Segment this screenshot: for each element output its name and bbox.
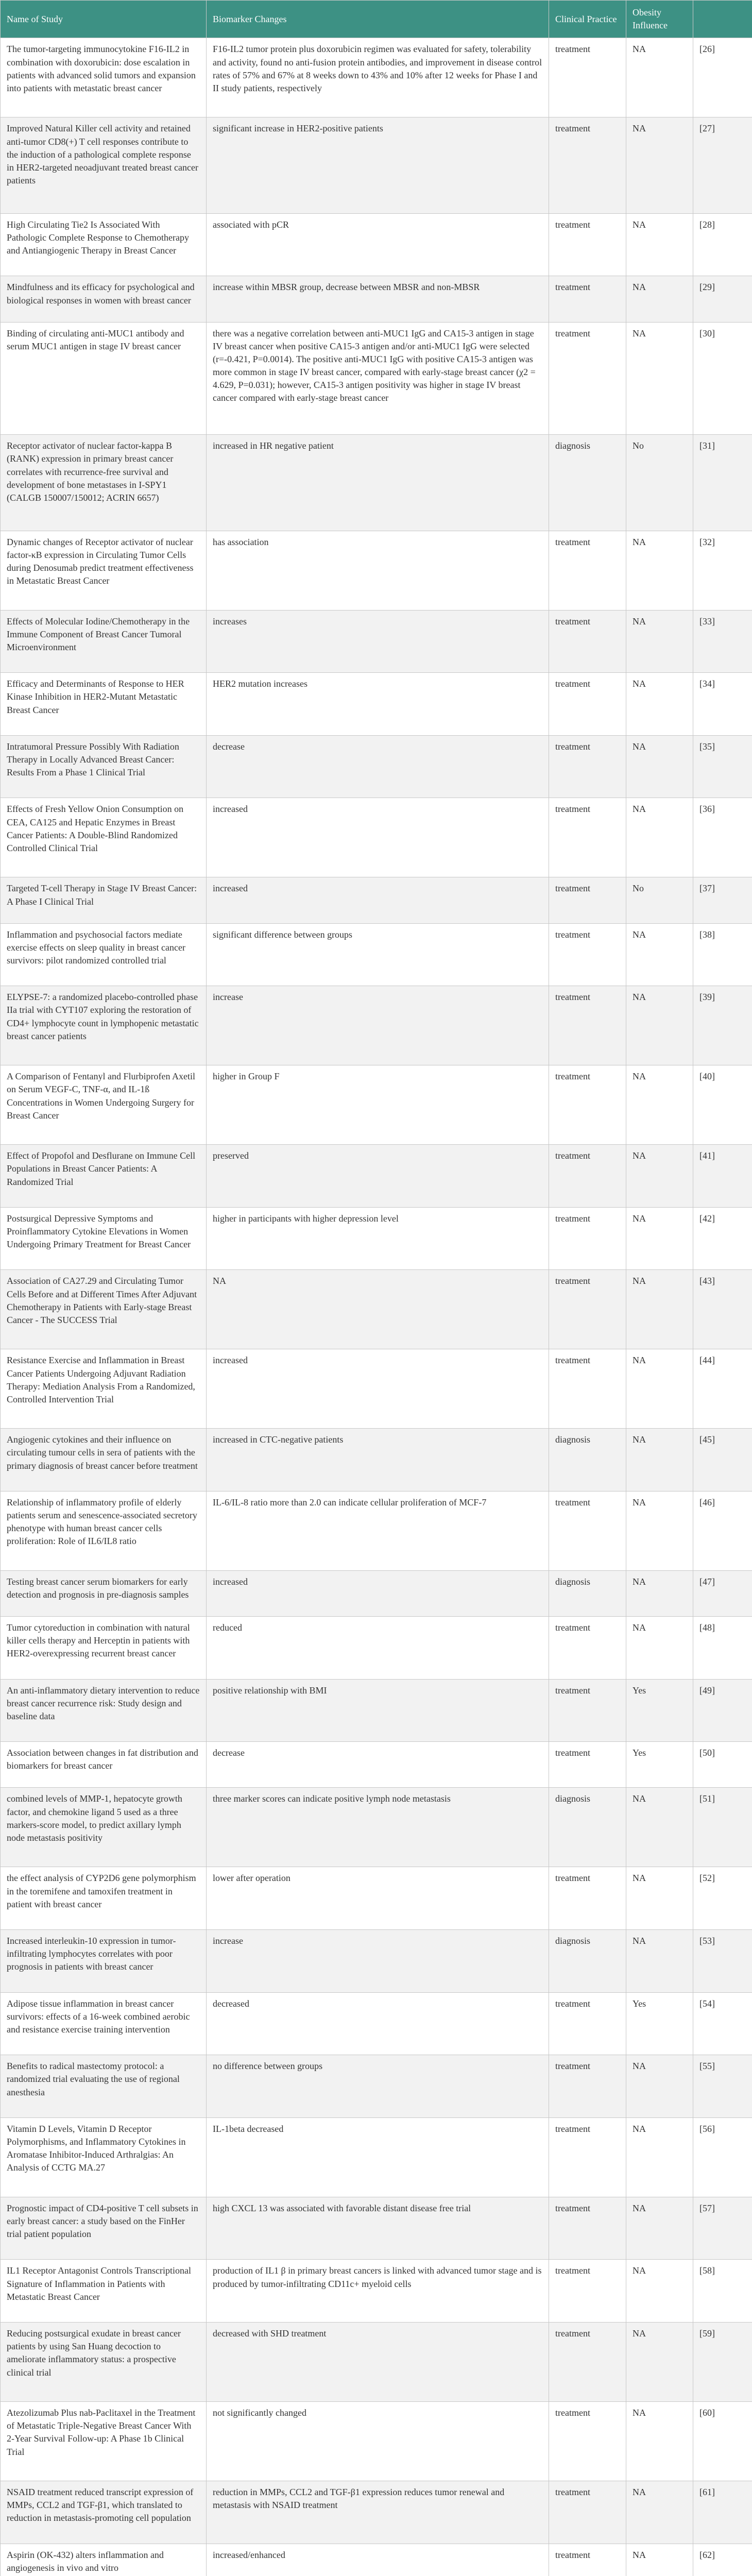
reference-link[interactable]: [60] — [699, 2407, 715, 2418]
reference-link[interactable]: [56] — [699, 2123, 715, 2134]
study-name-cell: Effect of Propofol and Desflurane on Immune Cell Populations in Breast Cancer Patients: A Randomized Trial — [1, 1145, 207, 1208]
reference-cell — [693, 2481, 752, 2544]
biomarker-changes-cell: high CXCL 13 was associated with favorable distant disease free trial — [207, 2197, 549, 2260]
biomarker-changes-cell: decreased — [207, 1992, 549, 2055]
biomarker-changes-cell: increase — [207, 986, 549, 1065]
biomarker-changes-cell: increased in CTC-negative patients — [207, 1429, 549, 1492]
reference-cell — [693, 2197, 752, 2260]
biomarker-changes-cell: increase within MBSR group, decrease between MBSR and non-MBSR — [207, 276, 549, 322]
table-row — [1, 2401, 752, 2481]
study-name-cell: Receptor activator of nuclear factor-kappa B (RANK) expression in primary breast cancer correlates with recurrence-free survival and development of bone metastases in I-SPY1 (CALGB 150007/150012; ACRIN 6657) — [1, 435, 207, 531]
reference-link[interactable]: [38] — [699, 929, 715, 940]
reference-cell — [693, 798, 752, 877]
reference-cell — [693, 1867, 752, 1930]
study-name-cell: The tumor-targeting immunocytokine F16-IL2 in combination with doxorubicin: dose escalation in patients with advanced solid tumors and expansion into patients with metastatic breast cancer — [1, 38, 207, 117]
table-row — [1, 2117, 752, 2197]
reference-link[interactable]: [55] — [699, 2061, 715, 2072]
table-row — [1, 117, 752, 213]
obesity-influence-cell: NA — [626, 1491, 693, 1570]
reference-cell — [693, 735, 752, 798]
table-row — [1, 435, 752, 531]
reference-link[interactable]: [43] — [699, 1276, 715, 1286]
clinical-practice-cell: treatment — [549, 1742, 626, 1788]
obesity-influence-cell: Yes — [626, 1992, 693, 2055]
obesity-influence-cell: NA — [626, 1570, 693, 1616]
obesity-influence-cell: NA — [626, 1349, 693, 1429]
biomarker-changes-cell: increased — [207, 798, 549, 877]
reference-link[interactable]: [53] — [699, 1936, 715, 1946]
clinical-practice-cell: treatment — [549, 1679, 626, 1742]
table-row — [1, 2260, 752, 2323]
study-name-cell: High Circulating Tie2 Is Associated With Pathologic Complete Response to Chemotherapy and Antiangiogenic Therapy in Breast Cancer — [1, 213, 207, 276]
table-row — [1, 1992, 752, 2055]
study-name-cell: Reducing postsurgical exudate in breast cancer patients by using San Huang decoction to ameliorate inflammatory status: a prospective clinical trial — [1, 2323, 207, 2402]
table-row — [1, 531, 752, 610]
biomarker-changes-cell: increased/enhanced — [207, 2544, 549, 2576]
table-row — [1, 322, 752, 435]
table-row — [1, 1788, 752, 1867]
table-header — [1, 1, 752, 38]
table-row — [1, 1867, 752, 1930]
table-row — [1, 1065, 752, 1145]
reference-link[interactable]: [36] — [699, 804, 715, 815]
reference-cell — [693, 213, 752, 276]
table-row — [1, 673, 752, 736]
reference-link[interactable]: [51] — [699, 1793, 715, 1804]
biomarker-changes-cell: increases — [207, 610, 549, 673]
obesity-influence-cell: NA — [626, 2260, 693, 2323]
reference-cell — [693, 1065, 752, 1145]
clinical-practice-cell: treatment — [549, 276, 626, 322]
reference-cell — [693, 673, 752, 736]
table-body — [1, 38, 752, 2576]
table-row — [1, 877, 752, 923]
obesity-influence-cell: No — [626, 435, 693, 531]
reference-cell — [693, 38, 752, 117]
biomarker-changes-cell: increased — [207, 1349, 549, 1429]
clinical-practice-cell: treatment — [549, 2117, 626, 2197]
study-name-cell: combined levels of MMP-1, hepatocyte growth factor, and chemokine ligand 5 used as a three markers-score model, to predict axillary lymph node metastasis positivity — [1, 1788, 207, 1867]
reference-link[interactable]: [52] — [699, 1873, 715, 1884]
study-name-cell: Postsurgical Depressive Symptoms and Proinflammatory Cytokine Elevations in Women Undergoing Primary Treatment for Breast Cancer — [1, 1207, 207, 1270]
reference-cell — [693, 2260, 752, 2323]
reference-link[interactable]: [29] — [699, 282, 715, 293]
biomarker-changes-cell: three marker scores can indicate positive lymph node metastasis — [207, 1788, 549, 1867]
reference-link[interactable]: [54] — [699, 1998, 715, 2009]
reference-cell — [693, 276, 752, 322]
clinical-practice-cell: treatment — [549, 2323, 626, 2402]
study-name-cell: Improved Natural Killer cell activity and retained anti-tumor CD8(+) T cell responses contribute to the induction of a pathological complete response in HER2-targeted neoadjuvant treated breast cancer patients — [1, 117, 207, 213]
reference-cell — [693, 2117, 752, 2197]
reference-cell — [693, 1617, 752, 1680]
reference-cell — [693, 1679, 752, 1742]
clinical-practice-cell: treatment — [549, 213, 626, 276]
study-name-cell: Efficacy and Determinants of Response to HER Kinase Inhibition in HER2-Mutant Metastatic Breast Cancer — [1, 673, 207, 736]
header-biomarker-changes: Biomarker Changes — [207, 1, 549, 38]
clinical-practice-cell: treatment — [549, 1992, 626, 2055]
header-row — [1, 1, 752, 38]
study-name-cell: IL1 Receptor Antagonist Controls Transcriptional Signature of Inflammation in Patients with Metastatic Breast Cancer — [1, 2260, 207, 2323]
biomarker-changes-cell: preserved — [207, 1145, 549, 1208]
study-name-cell: Association between changes in fat distribution and biomarkers for breast cancer — [1, 1742, 207, 1788]
clinical-practice-cell: treatment — [549, 1491, 626, 1570]
biomarker-changes-cell: associated with pCR — [207, 213, 549, 276]
obesity-influence-cell: NA — [626, 1145, 693, 1208]
reference-link[interactable]: [61] — [699, 2486, 715, 2497]
table-row — [1, 2055, 752, 2118]
obesity-influence-cell: NA — [626, 735, 693, 798]
biomarker-changes-cell: significant increase in HER2-positive patients — [207, 117, 549, 213]
clinical-practice-cell: treatment — [549, 1617, 626, 1680]
reference-cell — [693, 1992, 752, 2055]
biomarker-changes-cell: higher in Group F — [207, 1065, 549, 1145]
reference-link[interactable]: [42] — [699, 1213, 715, 1224]
biomarker-changes-cell: increase — [207, 1930, 549, 1993]
clinical-practice-cell: treatment — [549, 2197, 626, 2260]
obesity-influence-cell: NA — [626, 923, 693, 986]
biomarker-changes-cell: IL-6/IL-8 ratio more than 2.0 can indicate cellular proliferation of MCF-7 — [207, 1491, 549, 1570]
biomarker-changes-cell: no difference between groups — [207, 2055, 549, 2118]
clinical-practice-cell: treatment — [549, 2544, 626, 2576]
reference-link[interactable]: [46] — [699, 1497, 715, 1507]
reference-link[interactable]: [41] — [699, 1150, 715, 1161]
reference-cell — [693, 2401, 752, 2481]
clinical-practice-cell: treatment — [549, 2260, 626, 2323]
clinical-practice-cell: diagnosis — [549, 1788, 626, 1867]
clinical-practice-cell: diagnosis — [549, 435, 626, 531]
reference-cell — [693, 435, 752, 531]
study-name-cell: NSAID treatment reduced transcript expression of MMPs, CCL2 and TGF-β1, which translated to reduction in metastasis-promoting cell population — [1, 2481, 207, 2544]
study-name-cell: Aspirin (OK-432) alters inflammation and angiogenesis in vivo and vitro — [1, 2544, 207, 2576]
study-name-cell: An anti-inflammatory dietary intervention to reduce breast cancer recurrence risk: Study design and baseline data — [1, 1679, 207, 1742]
biomarker-changes-cell: increased in HR negative patient — [207, 435, 549, 531]
table-row — [1, 798, 752, 877]
obesity-influence-cell: NA — [626, 2197, 693, 2260]
biomarker-changes-cell: increased — [207, 1570, 549, 1616]
reference-link[interactable]: [62] — [699, 2549, 715, 2560]
table-row — [1, 1742, 752, 1788]
biomarker-changes-cell: higher in participants with higher depression level — [207, 1207, 549, 1270]
reference-link[interactable]: [34] — [699, 679, 715, 689]
biomarker-changes-cell: there was a negative correlation between anti-MUC1 IgG and CA15-3 antigen in stage IV breast cancer when positive CA15-3 antigen and/or anti-MUC1 IgG were selected (r=-0.421, P=0.0014). The positive anti-MUC1 IgG with positive CA15-3 antigen was more common in stage IV breast cancer, compared with early-stage breast cancer (χ2 = 4.629, P=0.031); however, CA15-3 antigen positivity was higher in stage IV breast cancer compared with early-stage breast cancer — [207, 322, 549, 435]
study-name-cell: Binding of circulating anti-MUC1 antibody and serum MUC1 antigen in stage IV breast cancer — [1, 322, 207, 435]
biomarker-changes-cell: increased — [207, 877, 549, 923]
clinical-practice-cell: treatment — [549, 1270, 626, 1349]
reference-link[interactable]: [31] — [699, 440, 715, 451]
reference-cell — [693, 1145, 752, 1208]
obesity-influence-cell: NA — [626, 213, 693, 276]
clinical-practice-cell: treatment — [549, 1065, 626, 1145]
biomarker-changes-cell: reduction in MMPs, CCL2 and TGF-β1 expression reduces tumor renewal and metastasis with NSAID treatment — [207, 2481, 549, 2544]
obesity-influence-cell: NA — [626, 1270, 693, 1349]
clinical-practice-cell: diagnosis — [549, 1930, 626, 1993]
header-name-of-study: Name of Study — [1, 1, 207, 38]
biomarker-changes-cell: lower after operation — [207, 1867, 549, 1930]
table-row — [1, 1349, 752, 1429]
table-row — [1, 735, 752, 798]
reference-link[interactable]: [30] — [699, 328, 715, 338]
reference-cell — [693, 986, 752, 1065]
study-name-cell: Effects of Fresh Yellow Onion Consumption on CEA, CA125 and Hepatic Enzymes in Breast Cancer Patients: A Double-Blind Randomized Controlled Clinical Trial — [1, 798, 207, 877]
obesity-influence-cell: NA — [626, 1617, 693, 1680]
reference-link[interactable]: [39] — [699, 992, 715, 1003]
reference-link[interactable]: [44] — [699, 1355, 715, 1366]
study-name-cell: Benefits to radical mastectomy protocol: a randomized trial evaluating the use of regional anesthesia — [1, 2055, 207, 2118]
clinical-practice-cell: treatment — [549, 798, 626, 877]
obesity-influence-cell: NA — [626, 1065, 693, 1145]
clinical-practice-cell: treatment — [549, 531, 626, 610]
obesity-influence-cell: NA — [626, 610, 693, 673]
clinical-practice-cell: treatment — [549, 1145, 626, 1208]
biomarker-changes-cell: positive relationship with BMI — [207, 1679, 549, 1742]
reference-cell — [693, 923, 752, 986]
reference-link[interactable]: [37] — [699, 883, 715, 894]
clinical-practice-cell: treatment — [549, 923, 626, 986]
obesity-influence-cell: NA — [626, 38, 693, 117]
reference-link[interactable]: [58] — [699, 2265, 715, 2276]
obesity-influence-cell: NA — [626, 1429, 693, 1492]
study-name-cell: Effects of Molecular Iodine/Chemotherapy in the Immune Component of Breast Cancer Tumoral Microenvironment — [1, 610, 207, 673]
reference-link[interactable]: [48] — [699, 1622, 715, 1633]
table-row — [1, 1617, 752, 1680]
clinical-practice-cell: treatment — [549, 1207, 626, 1270]
obesity-influence-cell: NA — [626, 1788, 693, 1867]
biomarker-changes-cell: HER2 mutation increases — [207, 673, 549, 736]
table-row — [1, 213, 752, 276]
obesity-influence-cell: NA — [626, 2055, 693, 2118]
table-row — [1, 986, 752, 1065]
biomarker-changes-cell: decreased with SHD treatment — [207, 2323, 549, 2402]
reference-cell — [693, 2055, 752, 2118]
study-name-cell: Targeted T-cell Therapy in Stage IV Breast Cancer: A Phase I Clinical Trial — [1, 877, 207, 923]
obesity-influence-cell: NA — [626, 2323, 693, 2402]
biomarker-changes-cell: reduced — [207, 1617, 549, 1680]
table-row — [1, 1570, 752, 1616]
table-row — [1, 1429, 752, 1492]
reference-cell — [693, 1270, 752, 1349]
biomarker-changes-cell: not significantly changed — [207, 2401, 549, 2481]
table-row — [1, 1145, 752, 1208]
reference-link[interactable]: [47] — [699, 1576, 715, 1587]
study-name-cell: Prognostic impact of CD4-positive T cell subsets in early breast cancer: a study based on the FinHer trial patient population — [1, 2197, 207, 2260]
table-row — [1, 1930, 752, 1993]
reference-cell — [693, 1930, 752, 1993]
biomarker-changes-cell: decrease — [207, 1742, 549, 1788]
study-name-cell: Atezolizumab Plus nab-Paclitaxel in the Treatment of Metastatic Triple-Negative Breast Cancer With 2-Year Survival Follow-up: A Phase 1b Clinical Trial — [1, 2401, 207, 2481]
table-row — [1, 2481, 752, 2544]
obesity-influence-cell: NA — [626, 2544, 693, 2576]
reference-cell — [693, 877, 752, 923]
study-name-cell: Association of CA27.29 and Circulating Tumor Cells Before and at Different Times After Adjuvant Chemotherapy in Patients with Early-stage Breast Cancer - The SUCCESS Trial — [1, 1270, 207, 1349]
table-row — [1, 2544, 752, 2576]
biomarker-changes-cell: IL-1beta decreased — [207, 2117, 549, 2197]
clinical-practice-cell: treatment — [549, 38, 626, 117]
obesity-influence-cell: NA — [626, 2481, 693, 2544]
biomarker-changes-cell: has association — [207, 531, 549, 610]
reference-cell — [693, 1349, 752, 1429]
reference-link[interactable]: [57] — [699, 2202, 715, 2213]
study-name-cell: Testing breast cancer serum biomarkers for early detection and prognosis in pre-diagnosis samples — [1, 1570, 207, 1616]
reference-link[interactable]: [28] — [699, 219, 715, 230]
reference-cell — [693, 1207, 752, 1270]
study-name-cell: Angiogenic cytokines and their influence on circulating tumour cells in sera of patients with the primary diagnosis of breast cancer before treatment — [1, 1429, 207, 1492]
reference-cell — [693, 117, 752, 213]
obesity-influence-cell: NA — [626, 1207, 693, 1270]
clinical-practice-cell: treatment — [549, 2055, 626, 2118]
obesity-influence-cell: NA — [626, 531, 693, 610]
reference-cell — [693, 2544, 752, 2576]
reference-cell — [693, 1429, 752, 1492]
table-row — [1, 1679, 752, 1742]
reference-cell — [693, 1742, 752, 1788]
obesity-influence-cell: NA — [626, 986, 693, 1065]
reference-cell — [693, 1491, 752, 1570]
obesity-influence-cell: NA — [626, 322, 693, 435]
reference-link[interactable]: [32] — [699, 536, 715, 547]
clinical-practice-cell: diagnosis — [549, 1429, 626, 1492]
clinical-practice-cell: treatment — [549, 2401, 626, 2481]
biomarker-changes-cell: NA — [207, 1270, 549, 1349]
biomarker-changes-cell: production of IL1 β in primary breast cancers is linked with advanced tumor stage and is produced by tumor-infiltrating CD11c+ myeloid cells — [207, 2260, 549, 2323]
table-row — [1, 923, 752, 986]
clinical-practice-cell: treatment — [549, 117, 626, 213]
header-obesity-influence: Obesity Influence — [626, 1, 693, 38]
biomarker-changes-cell: F16-IL2 tumor protein plus doxorubicin regimen was evaluated for safety, tolerability and activity, found no anti-fusion protein antibodies, and improvement in disease control rates of 57% and 67% at 8 weeks down to 43% and 10% after 12 weeks for Phase I and II study patients, respectively — [207, 38, 549, 117]
header-reference — [693, 1, 752, 38]
study-name-cell: Intratumoral Pressure Possibly With Radiation Therapy in Locally Advanced Breast Cancer: Results From a Phase 1 Clinical Trial — [1, 735, 207, 798]
table-row — [1, 1207, 752, 1270]
obesity-influence-cell: NA — [626, 117, 693, 213]
study-name-cell: Increased interleukin-10 expression in tumor-infiltrating lymphocytes correlates with poor prognosis in patients with breast cancer — [1, 1930, 207, 1993]
clinical-practice-cell: treatment — [549, 1867, 626, 1930]
reference-link[interactable]: [50] — [699, 1748, 715, 1758]
reference-link[interactable]: [59] — [699, 2328, 715, 2338]
reference-cell — [693, 1570, 752, 1616]
clinical-practice-cell: treatment — [549, 735, 626, 798]
obesity-influence-cell: NA — [626, 2401, 693, 2481]
obesity-influence-cell: NA — [626, 1930, 693, 1993]
obesity-influence-cell: NA — [626, 798, 693, 877]
obesity-influence-cell: Yes — [626, 1742, 693, 1788]
study-name-cell: Resistance Exercise and Inflammation in Breast Cancer Patients Undergoing Adjuvant Radiation Therapy: Mediation Analysis From a Randomized, Controlled Intervention Trial — [1, 1349, 207, 1429]
reference-link[interactable]: [26] — [699, 44, 715, 55]
study-name-cell: A Comparison of Fentanyl and Flurbiprofen Axetil on Serum VEGF-C, TNF-α, and IL-1ß Concentrations in Women Undergoing Surgery for Breast Cancer — [1, 1065, 207, 1145]
biomarker-changes-cell: decrease — [207, 735, 549, 798]
obesity-influence-cell: Yes — [626, 1679, 693, 1742]
reference-cell — [693, 2323, 752, 2402]
table-row — [1, 2323, 752, 2402]
clinical-practice-cell: treatment — [549, 877, 626, 923]
clinical-practice-cell: treatment — [549, 1349, 626, 1429]
table-row — [1, 38, 752, 117]
clinical-practice-cell: treatment — [549, 322, 626, 435]
study-name-cell: Inflammation and psychosocial factors mediate exercise effects on sleep quality in breast cancer survivors: pilot randomized controlled trial — [1, 923, 207, 986]
clinical-practice-cell: treatment — [549, 986, 626, 1065]
reference-link[interactable]: [45] — [699, 1434, 715, 1445]
biomarker-changes-cell: significant difference between groups — [207, 923, 549, 986]
reference-cell — [693, 610, 752, 673]
study-name-cell: Mindfulness and its efficacy for psychological and biological responses in women with breast cancer — [1, 276, 207, 322]
reference-cell — [693, 1788, 752, 1867]
study-name-cell: Relationship of inflammatory profile of elderly patients serum and senescence-associated secretory phenotype with human breast cancer cells proliferation: Role of IL6/IL8 ratio — [1, 1491, 207, 1570]
reference-link[interactable]: [49] — [699, 1685, 715, 1696]
obesity-influence-cell: NA — [626, 276, 693, 322]
reference-cell — [693, 531, 752, 610]
table-row — [1, 1270, 752, 1349]
reference-link[interactable]: [33] — [699, 616, 715, 626]
clinical-practice-cell: treatment — [549, 2481, 626, 2544]
table-row — [1, 610, 752, 673]
table-row — [1, 276, 752, 322]
study-name-cell: Dynamic changes of Receptor activator of nuclear factor-κB expression in Circulating Tumor Cells during Denosumab predict treatment effectiveness in Metastatic Breast Cancer — [1, 531, 207, 610]
study-name-cell: Vitamin D Levels, Vitamin D Receptor Polymorphisms, and Inflammatory Cytokines in Aromatase Inhibitor-Induced Arthralgias: An Analysis of CCTG MA.27 — [1, 2117, 207, 2197]
reference-link[interactable]: [27] — [699, 123, 715, 134]
table-row — [1, 1491, 752, 1570]
obesity-influence-cell: No — [626, 877, 693, 923]
study-name-cell: ELYPSE-7: a randomized placebo-controlled phase IIa trial with CYT107 exploring the restoration of CD4+ lymphocyte count in lymphopenic metastatic breast cancer patients — [1, 986, 207, 1065]
header-clinical-practice: Clinical Practice — [549, 1, 626, 38]
study-name-cell: the effect analysis of CYP2D6 gene polymorphism in the toremifene and tamoxifen treatment in patient with breast cancer — [1, 1867, 207, 1930]
reference-cell — [693, 322, 752, 435]
clinical-practice-cell: treatment — [549, 673, 626, 736]
clinical-practice-cell: treatment — [549, 610, 626, 673]
clinical-practice-cell: diagnosis — [549, 1570, 626, 1616]
reference-link[interactable]: [35] — [699, 741, 715, 752]
reference-link[interactable]: [40] — [699, 1071, 715, 1082]
table-row — [1, 2197, 752, 2260]
obesity-influence-cell: NA — [626, 673, 693, 736]
obesity-influence-cell: NA — [626, 1867, 693, 1930]
study-name-cell: Tumor cytoreduction in combination with natural killer cells therapy and Herceptin in patients with HER2-overexpressing recurrent breast cancer — [1, 1617, 207, 1680]
study-name-cell: Adipose tissue inflammation in breast cancer survivors: effects of a 16-week combined aerobic and resistance exercise training intervention — [1, 1992, 207, 2055]
obesity-influence-cell: NA — [626, 2117, 693, 2197]
